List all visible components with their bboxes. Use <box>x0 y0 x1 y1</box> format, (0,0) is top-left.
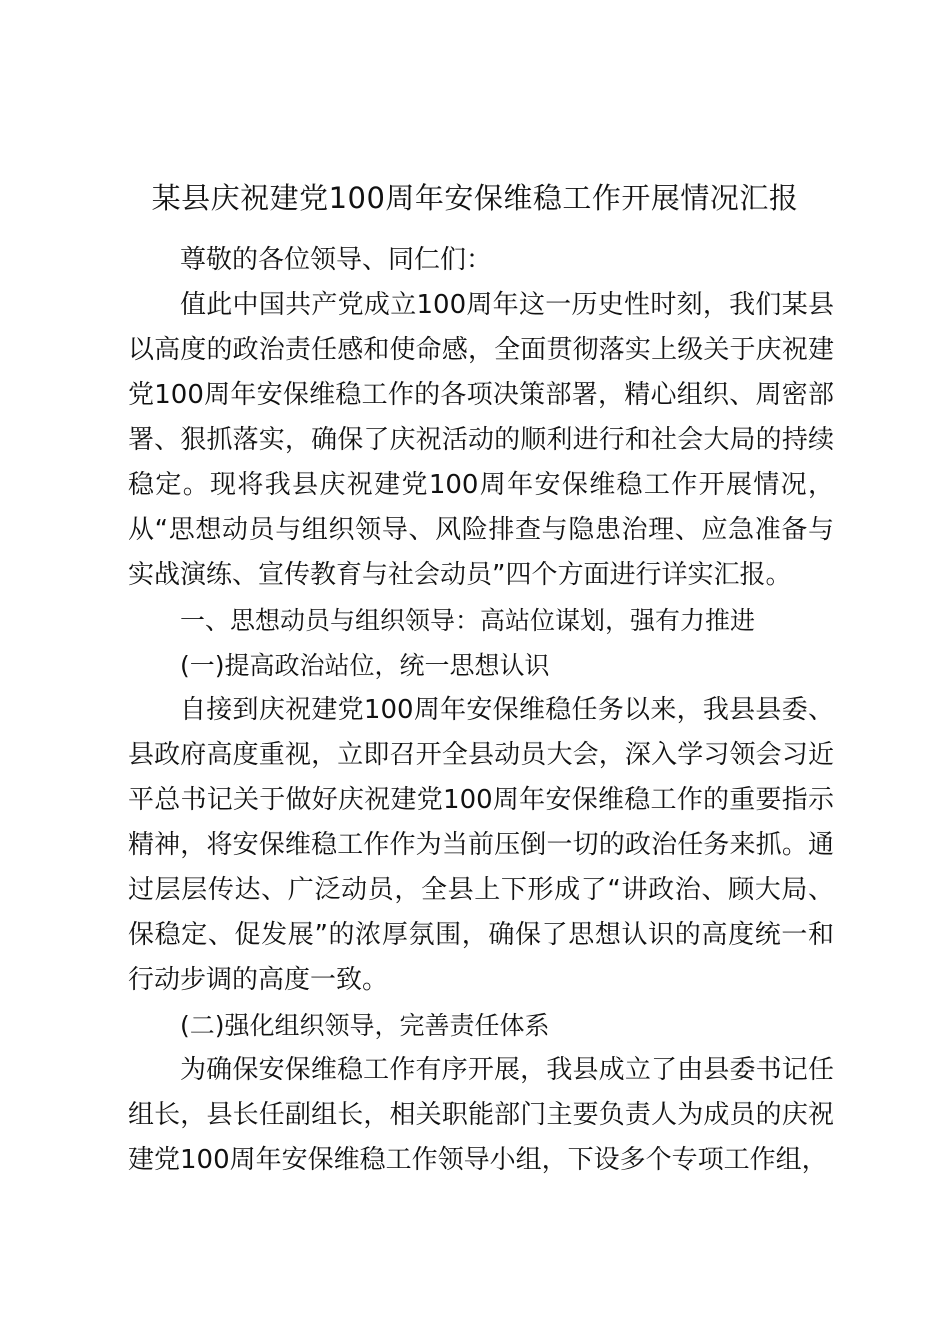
subsection-2-paragraph: 为确保安保维稳工作有序开展，我县成立了由县委书记任组长，县长任副组长，相关职能部门主要负责人为成员的庆祝建党100周年安保维稳工作领导小组，下设多个专项工作组， <box>128 1055 834 1175</box>
document-body <box>128 238 834 1183</box>
subsection-1-paragraph: 自接到庆祝建党100周年安保维稳任务以来，我县县委、县政府高度重视，立即召开全县动员大会，深入学习领会习近平总书记关于做好庆祝建党100周年安保维稳工作的重要指示精神，将安保维稳工作作为当前压倒一切的政治任务来抓。通过层层传达、广泛动员，全县上下形成了“讲政治、顾大局、保稳定、促发展”的浓厚氛围，确保了思想认识的高度统一和行动步调的高度一致。 <box>128 695 834 995</box>
subsection-1-heading: (一)提高政治站位，统一思想认识 <box>180 651 550 680</box>
section-1-heading: 一、思想动员与组织领导：高站位谋划，强有力推进 <box>180 606 756 635</box>
salutation: 尊敬的各位领导、同仁们： <box>180 245 493 275</box>
document-title: 某县庆祝建党100周年安保维稳工作开展情况汇报 <box>151 181 799 215</box>
subsection-2-heading: (二)强化组织领导，完善责任体系 <box>180 1011 550 1040</box>
intro-paragraph: 值此中国共产党成立100周年这一历史性时刻，我们某县以高度的政治责任感和使命感，全面贯彻落实上级关于庆祝建党100周年安保维稳工作的各项决策部署，精心组织、周密部署、狠抓落实，确保了庆祝活动的顺利进行和社会大局的持续稳定。现将我县庆祝建党100周年安保维稳工作开展情况，从“思想动员与组织领导、风险排查与隐患治理、应急准备与实战演练、宣传教育与社会动员”四个方面进行详实汇报。 <box>128 290 834 590</box>
